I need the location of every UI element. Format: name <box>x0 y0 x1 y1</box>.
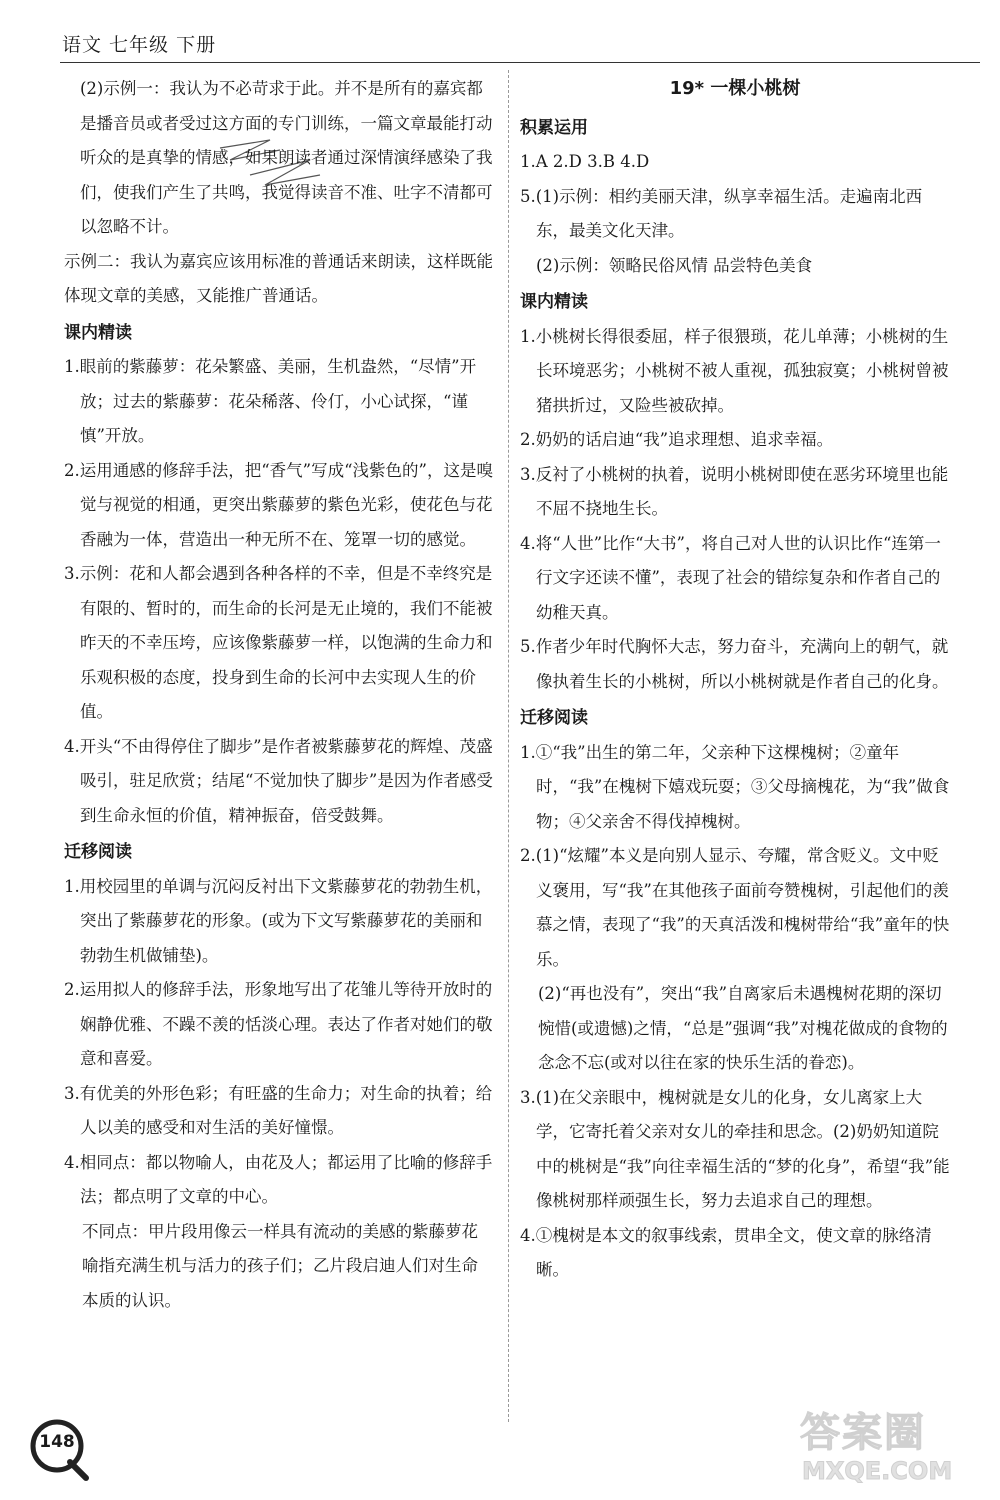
answer-item: 1.用校园里的单调与沉闷反衬出下文紫藤萝花的勃勃生机，突出了紫藤萝花的形象。(或为下文写紫藤萝花的美丽和勃勃生机做铺垫)。 <box>64 876 493 965</box>
answer-item: 1.A 2.D 3.B 4.D <box>520 152 650 171</box>
answer-item: 5.作者少年时代胸怀大志，努力奋斗，充满向上的朝气，就像执着生长的小桃树，所以小桃树就是作者自己的化身。 <box>520 637 949 691</box>
answer-item: 1.眼前的紫藤萝：花朵繁盛、美丽，生机盎然，“尽情”开放；过去的紫藤萝：花朵稀落、伶仃，小心试探，“谨慎”开放。 <box>64 357 477 445</box>
answer-item: 不同点：甲片段用像云一样具有流动的美感的紫藤萝花喻指充满生机与活力的孩子们；乙片段启迪人们对生命本质的认识。 <box>82 1221 478 1310</box>
page-header: 语文 七年级 下册 <box>62 34 217 56</box>
answer-item: 1.小桃树长得很委屈，样子很猥琐，花儿单薄；小桃树的生长环境恶劣；小桃树不被人重视，孤独寂寞；小桃树曾被猪拱折过，又险些被砍掉。 <box>520 326 949 415</box>
answer-item: 3.有优美的外形色彩；有旺盛的生命力；对生命的执着；给人以美的感受和对生活的美好憧憬。 <box>64 1083 493 1137</box>
answer-paragraph: (2)示例一：我认为不必苛求于此。并不是所有的嘉宾都是播音员或者受过这方面的专门训练，一篇文章最能打动听众的是真挚的情感，如果朗读者通过深情演绎感染了我们，使我们产生了共鸣，我觉得读音不准、吐字不清都可以忽略不计。 <box>80 79 493 236</box>
page-number-badge <box>26 1418 96 1482</box>
answer-item: 3.(1)在父亲眼中，槐树就是女儿的化身，女儿离家上大学，它寄托着父亲对女儿的牵挂和思念。(2)奶奶知道院中的桃树是“我”向往幸福生活的“梦的化身”，希望“我”能像桃树那样顽强生长，努力去追求自己的理想。 <box>520 1087 950 1210</box>
answer-item: 4.开头“不由得停住了脚步”是作者被紫藤萝花的辉煌、茂盛吸引，驻足欣赏；结尾“不觉加快了脚步”是因为作者感受到生命永恒的价值，精神振奋，倍受鼓舞。 <box>64 736 493 825</box>
answer-item: 2.(1)“炫耀”本义是向别人显示、夸耀，常含贬义。文中贬义褒用，写“我”在其他孩子面前夸赞槐树，引起他们的羡慕之情，表现了“我”的天真活泼和槐树带给“我”童年的快乐。 <box>520 846 950 969</box>
answer-item: 4.①槐树是本文的叙事线索，贯串全文，使文章的脉络清晰。 <box>520 1225 932 1279</box>
answer-item: 3.反衬了小桃树的执着，说明小桃树即使在恶劣环境里也能不屈不挠地生长。 <box>520 464 949 518</box>
answer-item: 3.示例：花和人都会遇到各种各样的不幸，但是不幸终究是有限的、暂时的，而生命的长河是无止境的，我们不能被昨天的不幸压垮，应该像紫藤萝一样，以饱满的生命力和乐观积极的态度，投身到生命的长河中去实现人生的价值。 <box>64 564 493 721</box>
right-column <box>520 72 950 1288</box>
left-column <box>64 72 494 1318</box>
answer-paragraph: 示例二：我认为嘉宾应该用标准的普通话来朗读，这样既能体现文章的美感，又能推广普通话。 <box>64 251 493 305</box>
answer-item: 1.①“我”出生的第二年，父亲种下这棵槐树；②童年时，“我”在槐树下嬉戏玩耍；③父母摘槐花，为“我”做食物；④父亲舍不得伐掉槐树。 <box>520 742 950 831</box>
answer-item: (2)“再也没有”，突出“我”自离家后未遇槐树花期的深切惋惜(或遗憾)之情，“总是”强调“我”对槐花做成的食物的念念不忘(或对以往在家的快乐生活的眷恋)。 <box>538 984 948 1072</box>
column-divider <box>508 70 509 1422</box>
lesson-title: 19* 一棵小桃树 <box>669 78 801 99</box>
watermark-url: MXQE.COM <box>802 1457 953 1485</box>
answer-item: (2)示例：领略民俗风情 品尝特色美食 <box>536 255 813 275</box>
answer-item: 2.奶奶的话启迪“我”追求理想、追求幸福。 <box>520 430 834 449</box>
header-rule <box>60 62 980 63</box>
answer-item: 5.(1)示例：相约美丽天津，纵享幸福生活。走遍南北西东，最美文化天津。 <box>520 186 923 240</box>
page-number: 148 <box>39 1432 75 1452</box>
section-heading: 迁移阅读 <box>64 842 132 862</box>
answer-item: 2.运用拟人的修辞手法，形象地写出了花雏儿等待开放时的娴静优雅、不躁不羡的恬淡心理。表达了作者对她们的敬意和喜爱。 <box>64 980 493 1068</box>
answer-item: 2.运用通感的修辞手法，把“香气”写成“浅紫色的”，这是嗅觉与视觉的相通，更突出紫藤萝的紫色光彩，使花色与花香融为一体，营造出一种无所不在、笼罩一切的感觉。 <box>64 460 493 549</box>
site-watermark <box>790 1395 990 1495</box>
section-heading: 积累运用 <box>520 117 588 138</box>
section-heading: 迁移阅读 <box>520 708 588 728</box>
answer-item: 4.相同点：都以物喻人，由花及人；都运用了比喻的修辞手法；都点明了文章的中心。 <box>64 1152 493 1206</box>
section-heading: 课内精读 <box>520 292 588 312</box>
watermark-logo: 答案圈 <box>800 1410 926 1456</box>
answer-item: 4.将“人世”比作“大书”，将自己对人世的认识比作“连第一行文字还读不懂”，表现了社会的错综复杂和作者自己的幼稚天真。 <box>520 533 941 622</box>
section-heading: 课内精读 <box>64 322 132 343</box>
